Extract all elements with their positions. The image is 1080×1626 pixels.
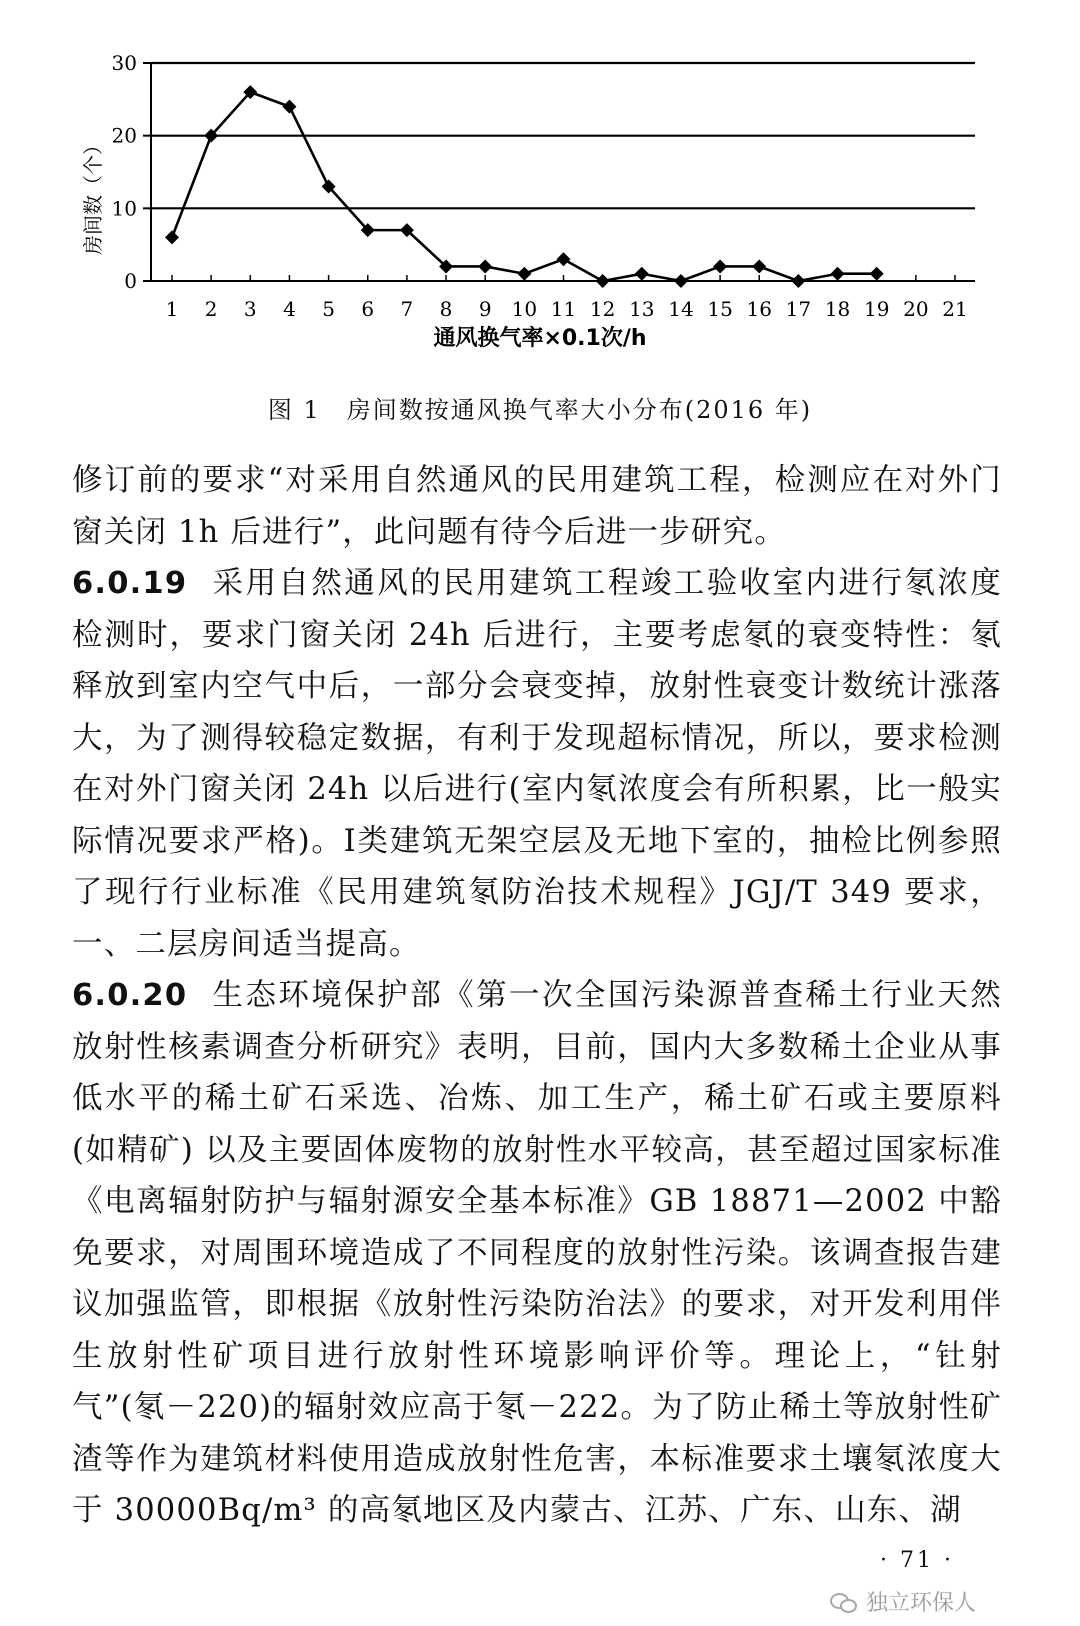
data-point xyxy=(165,230,179,244)
y-tick-label: 10 xyxy=(111,196,137,221)
x-tick-label: 21 xyxy=(942,297,968,321)
series-line xyxy=(172,92,877,281)
data-point xyxy=(713,259,727,273)
x-tick-label: 14 xyxy=(668,297,694,321)
watermark-text: 独立环保人 xyxy=(866,1591,977,1616)
x-axis-label: 通风换气率×0.1次/h xyxy=(433,326,647,351)
y-axis-label: 房间数（个） xyxy=(81,135,105,255)
x-tick-label: 4 xyxy=(283,297,296,321)
data-point xyxy=(674,274,688,288)
x-tick-label: 7 xyxy=(400,297,414,321)
y-tick-label: 20 xyxy=(111,123,137,148)
x-tick-label: 10 xyxy=(511,297,538,321)
figure-caption: 图 1 房间数按通风换气率大小分布(2016 年) xyxy=(267,396,813,424)
paragraph-text: 采用自然通风的民用建筑工程竣工验收室内进行氡浓度检测时，要求门窗关闭 24h 后进行，主要考虑氡的衰变特性：氡释放到室内空气中后，一部分会衰变掉，放射性衰变计数统计涨落大，为了测得较稳定数据，有利于发现超标情况，所以，要求检测在对外门窗关闭 24h 以后进行(室内氡浓度会有所积累，比一般实际情况要求严格)。Ⅰ类建筑无架空层及无地下室的，抽检比例参照了现行行业标准《民用建筑氡防治技术规程》JGJ/T 349 要求，一、二层房间适当提高。 xyxy=(72,566,1002,962)
x-tick-label: 16 xyxy=(746,297,772,321)
data-point xyxy=(282,100,296,114)
x-tick-label: 3 xyxy=(243,297,257,321)
data-point xyxy=(870,267,884,281)
y-tick-label: 0 xyxy=(124,269,137,293)
paragraph xyxy=(72,970,1002,1537)
data-point xyxy=(557,252,571,266)
paragraph xyxy=(72,558,1002,970)
chart-axes xyxy=(143,63,975,281)
section-number: 6.0.20 xyxy=(72,978,188,1013)
y-tick-labels xyxy=(112,51,137,293)
data-point xyxy=(478,259,492,273)
x-tick-label: 1 xyxy=(165,297,179,321)
data-series xyxy=(165,85,884,288)
data-point xyxy=(831,267,845,281)
x-tick-label: 9 xyxy=(478,297,492,321)
x-tick-label: 8 xyxy=(439,297,453,321)
x-tick-label: 17 xyxy=(785,297,812,321)
data-point xyxy=(517,267,531,281)
x-tick-label: 15 xyxy=(707,297,733,321)
body-text xyxy=(72,455,1002,1537)
paragraph-text: 生态环境保护部《第一次全国污染源普查稀土行业天然放射性核素调查分析研究》表明，目前，国内大多数稀土企业从事低水平的稀土矿石采选、冶炼、加工生产，稀土矿石或主要原料(如精矿) 以及主要固体废物的放射性水平较高，甚至超过国家标准《电离辐射防护与辐射源安全基本标准》GB 18871—2002 中豁免要求，对周围环境造成了不同程度的放射性污染。该调查报告建议加强监管，即根据《放射性污染防治法》的要求，对开发利用伴生放射性矿项目进行放射性环境影响评价等。理论上，“钍射气”(氡－220)的辐射效应高于氡－222。为了防止稀土等放射性矿渣等作为建筑材料使用造成放射性危害，本标准要求土壤氡浓度大于 30000Bq/m³ 的高氡地区及内蒙古、江苏、广东、山东、湖 xyxy=(72,978,1002,1528)
page-number: · 71 · xyxy=(880,1548,954,1573)
x-tick-label: 18 xyxy=(824,297,851,321)
line-chart xyxy=(0,0,1080,360)
section-number: 6.0.19 xyxy=(72,566,188,601)
paragraph-text: 修订前的要求“对采用自然通风的民用建筑工程，检测应在对外门窗关闭 1h 后进行”，此问题有待今后进一步研究。 xyxy=(72,463,1002,550)
chart-gridlines xyxy=(151,63,975,208)
paragraph xyxy=(72,455,1002,558)
y-tick-label: 30 xyxy=(111,51,137,75)
data-point xyxy=(596,274,610,288)
x-tick-label: 5 xyxy=(322,297,335,321)
x-tick-label: 6 xyxy=(361,297,375,321)
watermark xyxy=(830,1586,976,1617)
x-tick-label: 13 xyxy=(629,297,655,321)
x-tick-labels xyxy=(166,297,968,321)
data-point xyxy=(752,259,766,273)
wechat-icon xyxy=(830,1592,856,1612)
x-tick-label: 20 xyxy=(903,297,929,321)
x-tick-label: 19 xyxy=(863,297,890,321)
x-tick-label: 12 xyxy=(589,297,616,321)
data-point xyxy=(635,267,649,281)
x-tick-label: 2 xyxy=(204,297,218,321)
data-point xyxy=(791,274,805,288)
x-tick-label: 11 xyxy=(550,297,577,321)
